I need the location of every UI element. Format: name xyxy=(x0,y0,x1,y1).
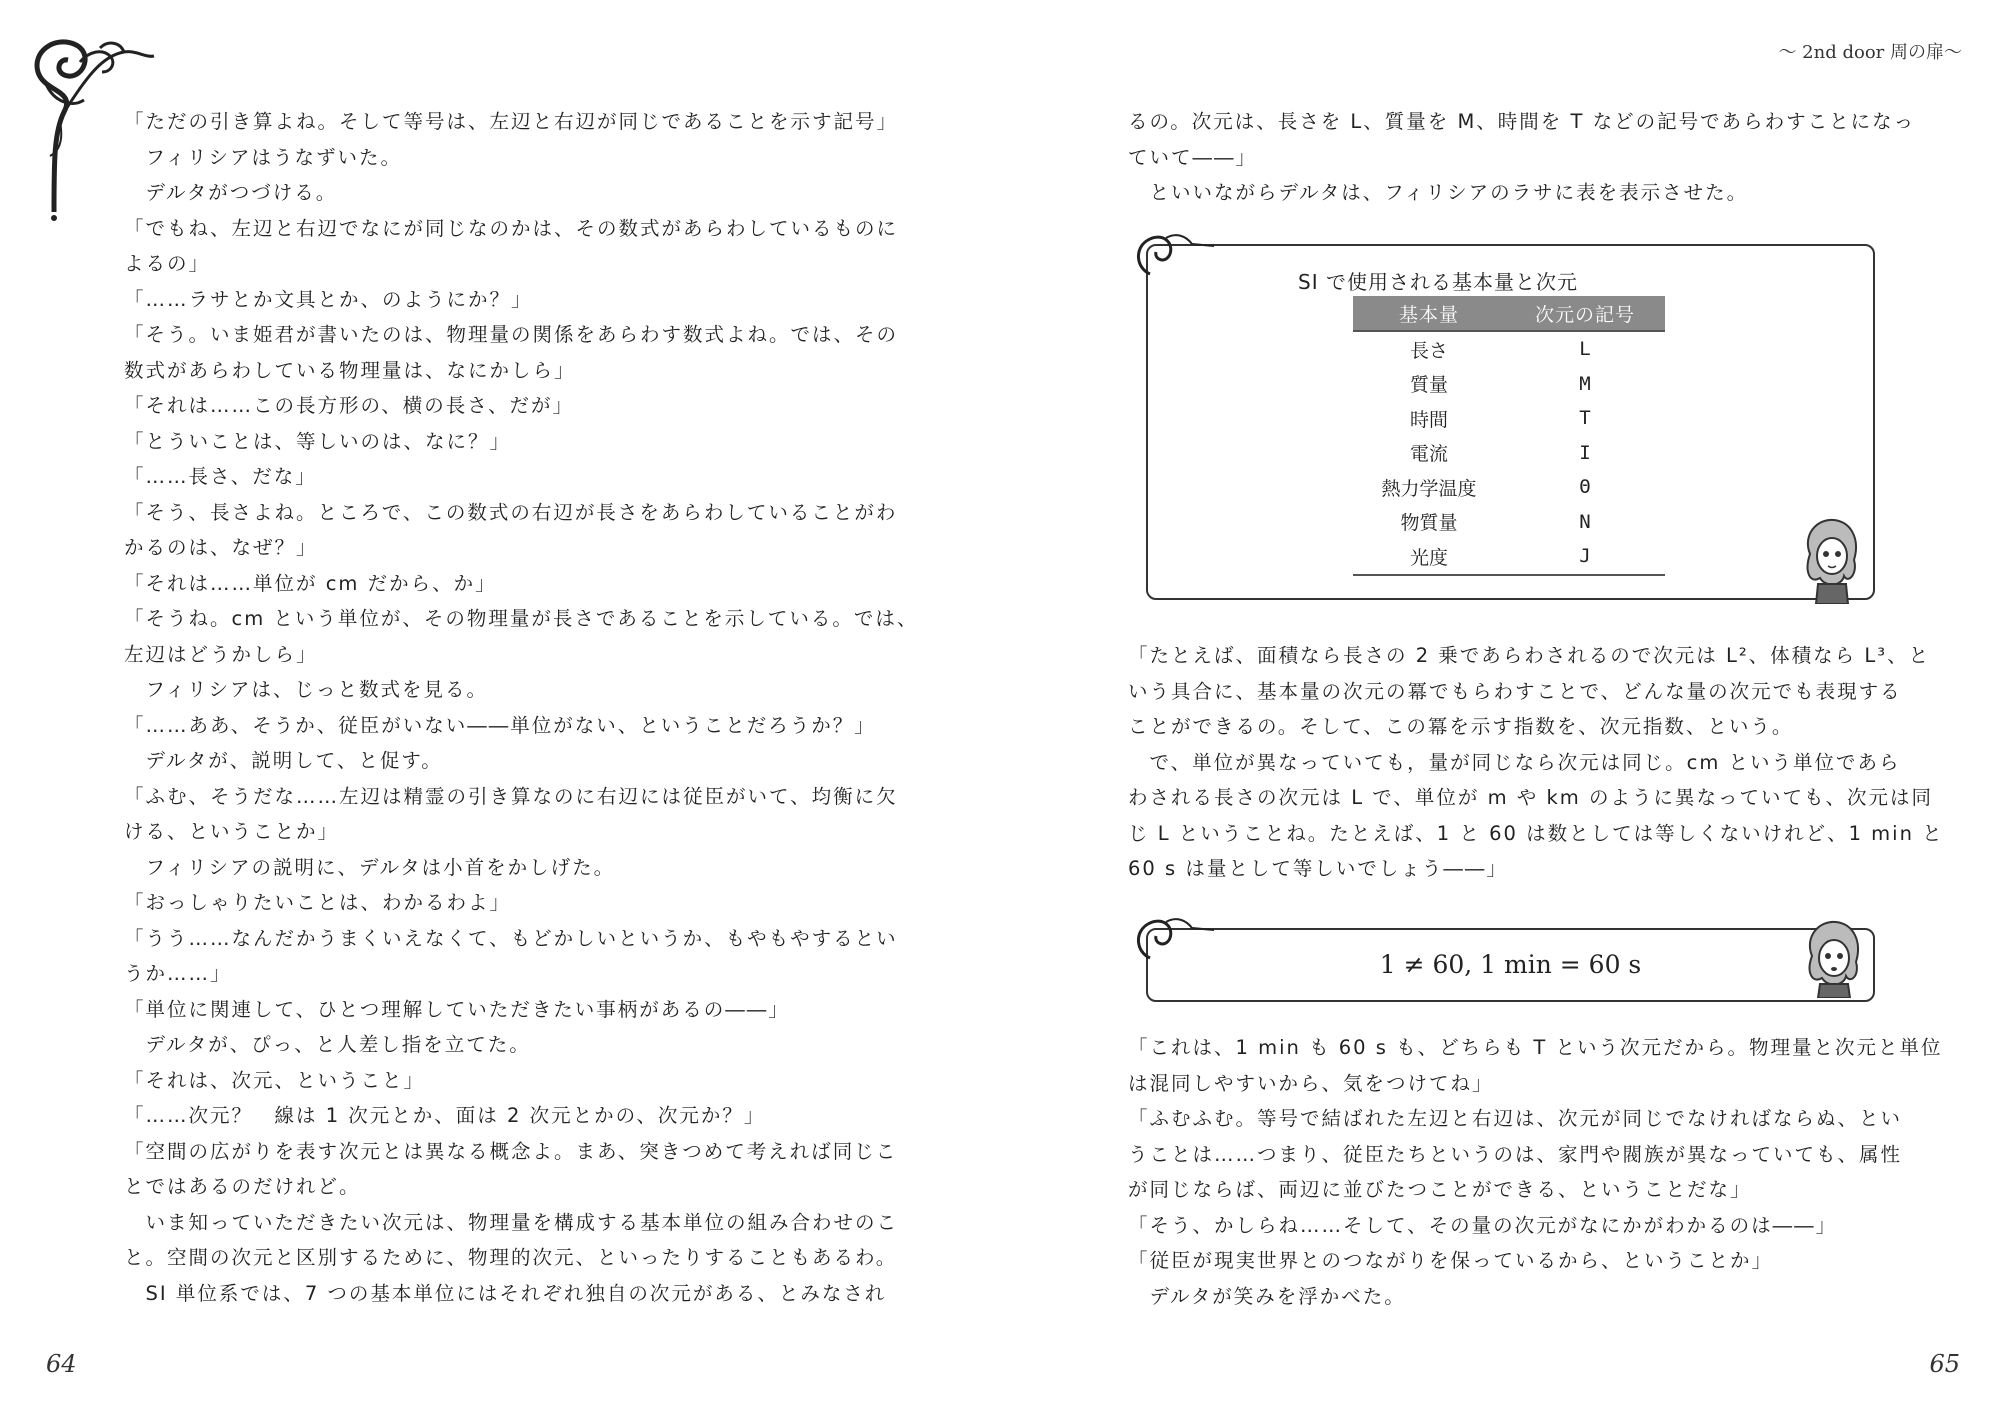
dimension-table xyxy=(1353,296,1665,576)
table-header-row xyxy=(1353,296,1665,331)
text-line: 「ふむ、そうだな……左辺は精霊の引き算なのに右辺には従臣がいて、均衡に欠 xyxy=(124,784,898,808)
dimension-symbol-cell: I xyxy=(1579,441,1591,464)
quantity-cell: 物質量 xyxy=(1400,512,1458,535)
text-line: 「それは……この長方形の、横の長さ、だが」 xyxy=(124,394,574,417)
quantity-cell: 長さ xyxy=(1409,339,1448,362)
text-line: 「そうね。cm という単位が、その物理量が長さであることを示している。では、 xyxy=(124,607,919,630)
text-line: 数式があらわしている物理量は、なにかしら」 xyxy=(124,358,576,382)
text-line: 「ただの引き算よね。そして等号は、左辺と右辺が同じであることを示す記号」 xyxy=(124,110,899,133)
text-line: うか……」 xyxy=(124,962,232,985)
text-line: フィリシアの説明に、デルタは小首をかしげた。 xyxy=(124,855,616,879)
text-line: 「でもね、左辺と右辺でなにが同じなのかは、その数式があらわしているものに xyxy=(124,216,899,240)
text-line: ていて――」 xyxy=(1128,145,1258,169)
text-line: 「単位に関連して、ひとつ理解していただきたい事柄があるの――」 xyxy=(124,997,790,1021)
dimension-symbol-cell: N xyxy=(1579,510,1591,533)
table-title: SI で使用される基本量と次元 xyxy=(1298,270,1578,294)
mascot-character-icon xyxy=(1798,918,1868,998)
right-page-text-top xyxy=(1128,104,1916,211)
quantity-cell: 電流 xyxy=(1409,443,1448,466)
table-row xyxy=(1353,367,1665,402)
text-line: 「とういことは、等しいのは、なに？」 xyxy=(124,429,512,453)
text-line: 60 s は量として等しいでしょう――」 xyxy=(1128,857,1508,880)
right-page-text-bottom xyxy=(1128,1030,1943,1314)
text-line: 「空間の広がりを表す次元とは異なる概念よ。まあ、突きつめて考えれば同じこ xyxy=(124,1139,898,1163)
dimension-symbol-cell: M xyxy=(1579,372,1591,395)
text-line: デルタが笑みを浮かべた。 xyxy=(1128,1284,1406,1308)
text-line: 「そう、長さよね。ところで、この数式の右辺が長さをあらわしていることがわ xyxy=(124,500,898,524)
page-number-left: 64 xyxy=(46,1350,77,1378)
text-line: 「……長さ、だな」 xyxy=(124,465,317,488)
right-page xyxy=(1000,0,2000,1414)
table-row xyxy=(1353,401,1665,436)
text-line: じ L ということね。たとえば、1 と 60 は数としては等しくないけれど、1 min と xyxy=(1128,821,1944,845)
text-line: るの。次元は、長さを L、質量を M、時間を T などの記号であらわすことになっ xyxy=(1128,110,1916,133)
text-line: と。空間の次元と区別するために、物理的次元、といったりすることもあるわ。 xyxy=(124,1246,898,1269)
running-head: ～ 2nd door 周の扉～ xyxy=(1778,42,1962,63)
text-line: 「それは、次元、ということ」 xyxy=(124,1068,426,1092)
text-line: いま知っていただきたい次元は、物理量を構成する基本単位の組み合わせのこ xyxy=(124,1210,899,1234)
table-row xyxy=(1353,539,1665,575)
text-line: SI 単位系では、7 つの基本単位にはそれぞれ独自の次元がある、とみなされ xyxy=(124,1281,887,1305)
mascot-character-icon xyxy=(1796,514,1866,604)
text-line: デルタが、説明して、と促す。 xyxy=(124,749,443,772)
page-number-right: 65 xyxy=(1929,1350,1960,1378)
equation-panel xyxy=(1146,928,1875,1002)
text-line: 「……ラサとか文具とか、のようにか？」 xyxy=(124,287,533,311)
table-row xyxy=(1353,436,1665,471)
text-line: 「……次元？ 線は 1 次元とか、面は 2 次元とかの、次元か？」 xyxy=(124,1104,766,1127)
text-line: わされる長さの次元は L で、単位が m や km のように異なっていても、次元は同 xyxy=(1128,786,1933,809)
text-line: 「従臣が現実世界とのつながりを保っているから、ということか」 xyxy=(1128,1249,1774,1272)
text-line: フィリシアはうなずいた。 xyxy=(124,145,402,169)
table-header-symbol: 次元の記号 xyxy=(1505,296,1665,331)
text-line: で、単位が異なっていても，量が同じなら次元は同じ。cm という単位であら xyxy=(1128,750,1901,774)
text-line: といいながらデルタは、フィリシアのラサに表を表示させた。 xyxy=(1128,181,1749,204)
text-line: デルタがつづける。 xyxy=(124,181,338,204)
quantity-cell: 時間 xyxy=(1409,408,1448,431)
table-row xyxy=(1353,505,1665,540)
text-line: 「ふむふむ。等号で結ばれた左辺と右辺は、次元が同じでなければならぬ、とい xyxy=(1128,1107,1903,1130)
quantity-cell: 光度 xyxy=(1353,539,1505,575)
dimension-symbol-cell: T xyxy=(1579,407,1591,430)
text-line: うことは……つまり、従臣たちというのは、家門や閥族が異なっていても、属性 xyxy=(1128,1142,1903,1166)
quantity-cell: 熱力学温度 xyxy=(1381,477,1477,500)
right-page-text-middle xyxy=(1128,638,1944,887)
text-line: デルタが、ぴっ、と人差し指を立てた。 xyxy=(124,1033,531,1056)
equation-text: 1 ≠ 60, 1 min = 60 s xyxy=(1379,950,1642,979)
dimension-symbol-cell: L xyxy=(1579,338,1591,361)
text-line: が同じならば、両辺に並びたつことができる、ということだな」 xyxy=(1128,1178,1752,1201)
text-line: 「おっしゃりたいことは、わかるわよ」 xyxy=(124,891,512,914)
dimension-symbol-cell: Θ xyxy=(1579,476,1591,499)
text-line: かるのは、なぜ？」 xyxy=(124,536,318,559)
text-line: 「そう。いま姫君が書いたのは、物理量の関係をあらわす数式よね。では、その xyxy=(124,323,899,346)
table-row xyxy=(1353,331,1665,367)
table-row xyxy=(1353,470,1665,505)
text-line: ける、ということか」 xyxy=(124,820,340,843)
text-line: 「それは……単位が cm だから、か」 xyxy=(124,571,497,595)
quantity-cell: 質量 xyxy=(1409,374,1448,397)
dimension-table-panel xyxy=(1146,244,1875,600)
text-line: とではあるのだけれど。 xyxy=(124,1175,361,1198)
table-header-quantity: 基本量 xyxy=(1353,296,1505,331)
text-line: 左辺はどうかしら」 xyxy=(124,642,318,666)
dimension-symbol-cell: J xyxy=(1505,539,1665,575)
text-line: 「これは、1 min も 60 s も、どちらも T という次元だから。物理量と次元と単位 xyxy=(1128,1036,1943,1059)
text-line: よるの」 xyxy=(124,252,211,275)
text-line: 「……ああ、そうか、従臣がいない――単位がない、ということだろうか？」 xyxy=(124,713,876,737)
text-line: 「たとえば、面積なら長さの 2 乗であらわされるので次元は L²、体積なら L³、と xyxy=(1128,644,1931,667)
text-line: 「うう……なんだかうまくいえなくて、もどかしいというか、もやもやするとい xyxy=(124,926,898,950)
text-line: フィリシアは、じっと数式を見る。 xyxy=(124,678,488,701)
text-line: 「そう、かしらね……そして、その量の次元がなにかがわかるのは――」 xyxy=(1128,1213,1838,1237)
text-line: いう具合に、基本量の次元の冪でもらわすことで、どんな量の次元でも表現する xyxy=(1128,679,1902,703)
left-page-text xyxy=(124,104,919,1311)
text-line: ことができるの。そして、この冪を示す指数を、次元指数、という。 xyxy=(1128,715,1794,738)
text-line: は混同しやすいから、気をつけてね」 xyxy=(1128,1071,1494,1095)
